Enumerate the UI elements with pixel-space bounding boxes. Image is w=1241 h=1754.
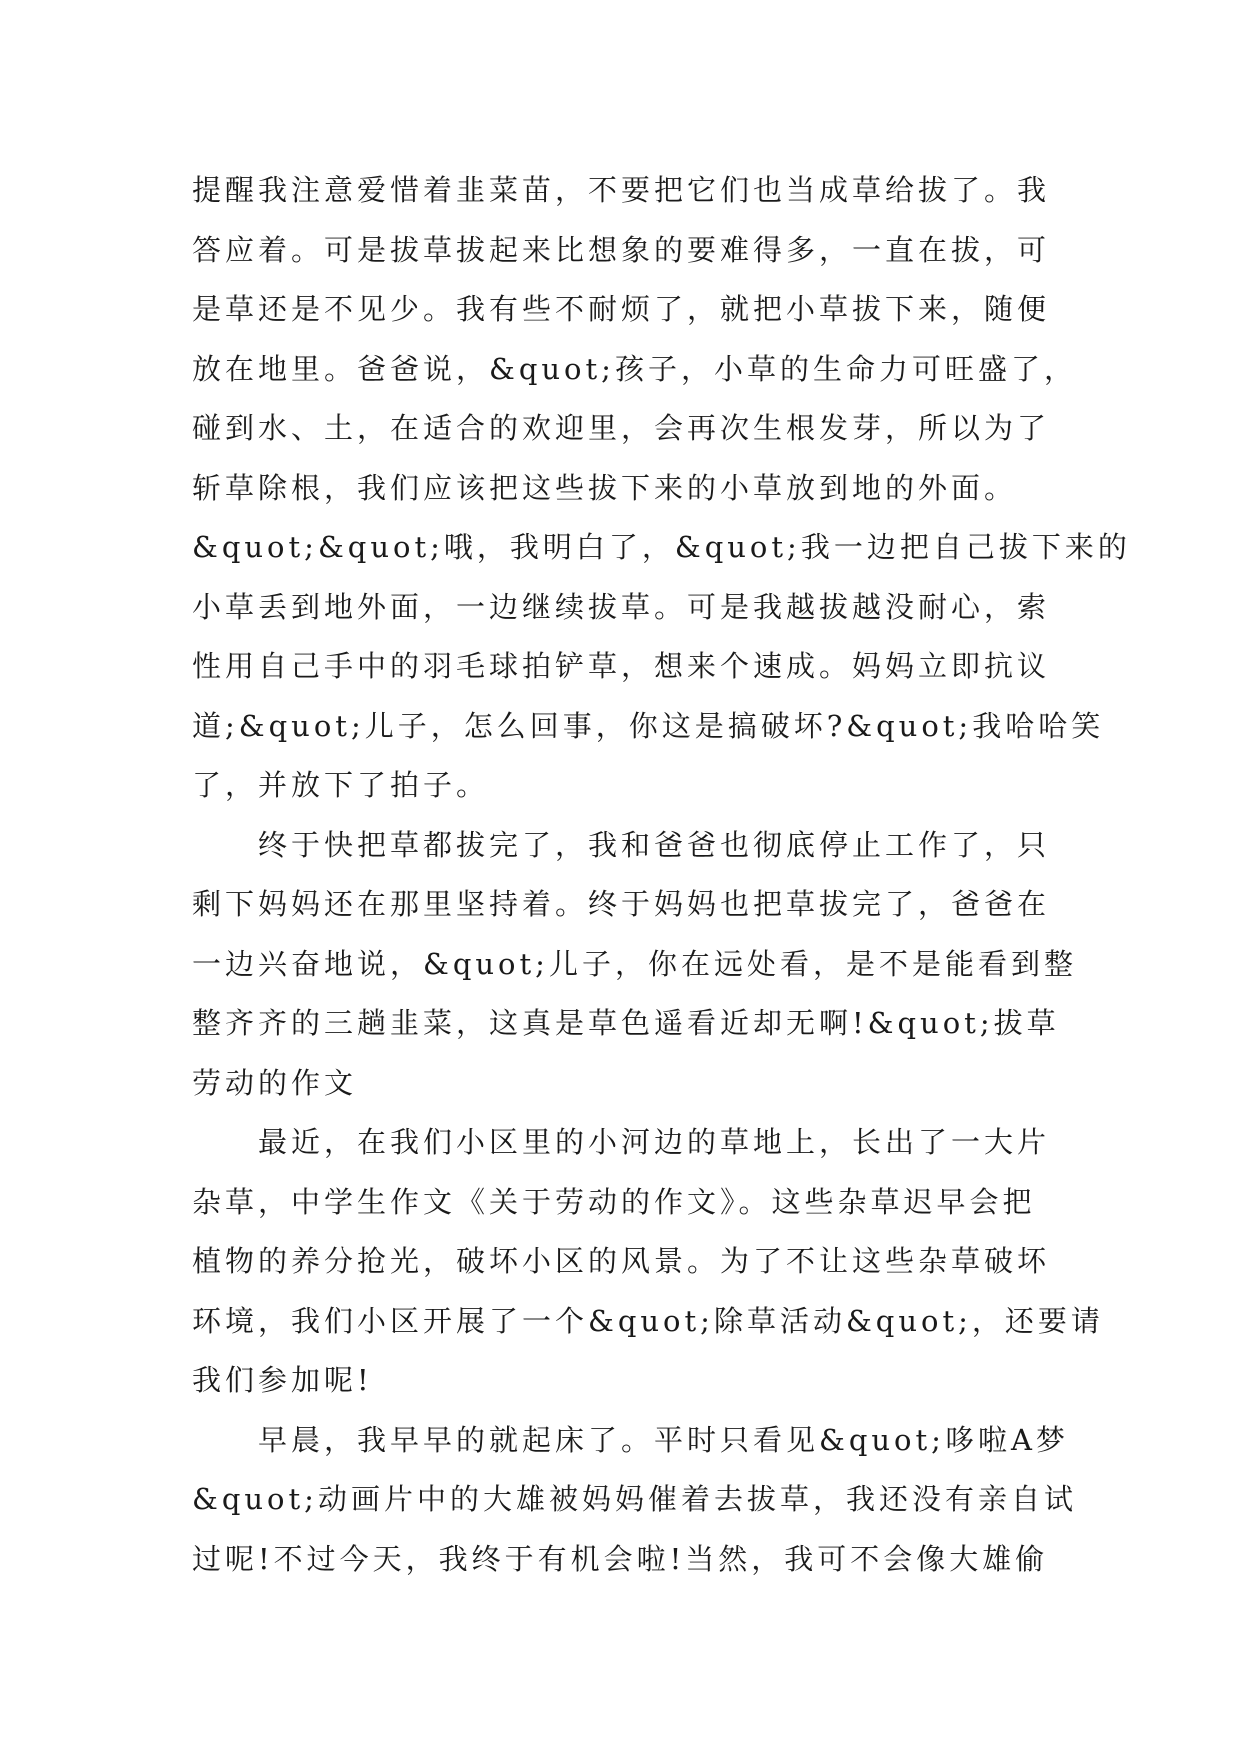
text-line: 一边兴奋地说，&quot;儿子，你在远处看，是不是能看到整 [192,946,1077,981]
text-line: 剩下妈妈还在那里坚持着。终于妈妈也把草拔完了，爸爸在 [192,887,1051,921]
text-line: 小草丢到地外面，一边继续拔草。可是我越拔越没耐心，索 [192,589,1051,624]
text-line: 环境，我们小区开展了一个&quot;除草活动&quot;，还要请 [192,1303,1104,1338]
text-line: &quot;&quot;哦，我明白了，&quot;我一边把自己拔下来的 [192,530,1131,564]
text-line: 劳动的作文 [192,1065,358,1100]
text-line: 杂草，中学生作文《关于劳动的作文》。这些杂草迟早会把 [192,1184,1036,1219]
text-line: 碰到水、土，在适合的欢迎里，会再次生根发芽，所以为了 [192,411,1051,445]
text-line: 整齐齐的三趟韭菜，这真是草色遥看近却无啊!&quot;拔草 [192,1006,1060,1040]
text-line: 性用自己手中的羽毛球拍铲草，想来个速成。妈妈立即抗议 [192,649,1051,683]
text-line: 斩草除根，我们应该把这些拔下来的小草放到地的外面。 [192,470,1018,505]
text-line: 答应着。可是拔草拔起来比想象的要难得多，一直在拔，可 [192,232,1051,267]
text-line: 是草还是不见少。我有些不耐烦了，就把小草拔下来，随便 [192,292,1051,326]
document-body [192,161,1131,1589]
paragraph-first-line: 最近，在我们小区里的小河边的草地上，长出了一大片 [258,1125,1051,1159]
text-line: 了，并放下了拍子。 [192,768,490,802]
text-line: 道;&quot;儿子，怎么回事，你这是搞破坏?&quot;我哈哈笑 [192,708,1105,743]
text-line: 植物的养分抢光，破坏小区的风景。为了不让这些杂草破坏 [192,1244,1051,1278]
text-line: 放在地里。爸爸说，&quot;孩子，小草的生命力可旺盛了， [192,351,1077,386]
paragraph-first-line: 早晨，我早早的就起床了。平时只看见&quot;哆啦A梦 [258,1422,1069,1457]
text-line: 过呢!不过今天，我终于有机会啦!当然，我可不会像大雄偷 [192,1541,1049,1576]
text-line: &quot;动画片中的大雄被妈妈催着去拔草，我还没有亲自试 [192,1482,1077,1516]
text-line: 提醒我注意爱惜着韭菜苗，不要把它们也当成草给拔了。我 [192,173,1051,207]
text-line: 我们参加呢! [192,1363,373,1397]
paragraph-first-line: 终于快把草都拔完了，我和爸爸也彻底停止工作了，只 [258,827,1051,862]
